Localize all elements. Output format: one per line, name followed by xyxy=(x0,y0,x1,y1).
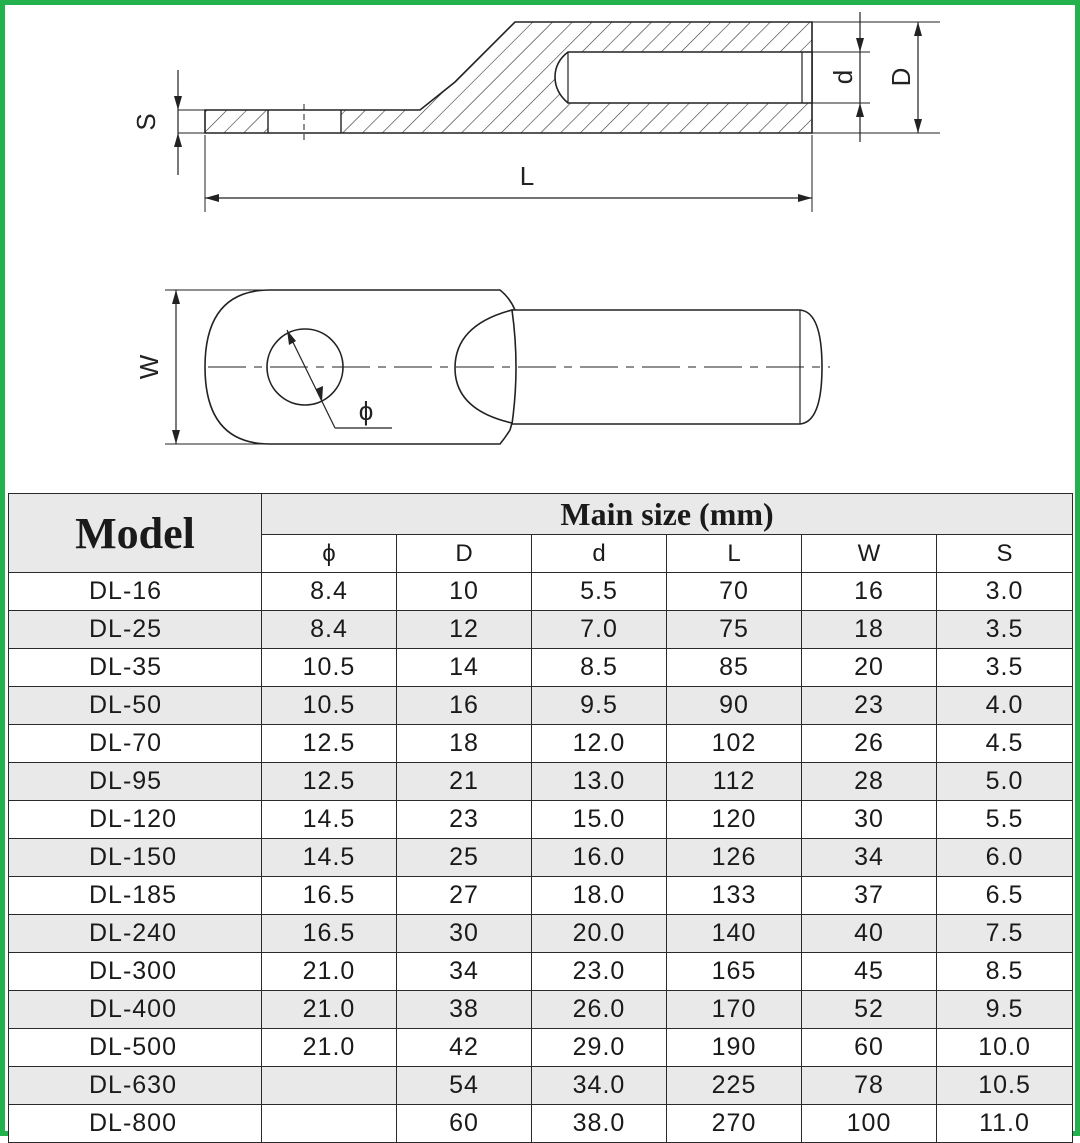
value-cell-W: 16 xyxy=(802,573,937,611)
value-cell-d: 8.5 xyxy=(532,649,667,687)
model-cell: DL-16 xyxy=(9,573,262,611)
value-cell-D: 12 xyxy=(397,611,532,649)
size-table xyxy=(8,493,1073,1143)
label-l: L xyxy=(519,161,535,191)
value-cell-S: 9.5 xyxy=(937,991,1073,1029)
value-cell-W: 34 xyxy=(802,839,937,877)
value-cell-d: 26.0 xyxy=(532,991,667,1029)
value-cell-phi xyxy=(262,1067,397,1105)
value-cell-W: 78 xyxy=(802,1067,937,1105)
table-row xyxy=(9,573,1073,611)
cable-bore xyxy=(555,52,812,103)
table-row xyxy=(9,611,1073,649)
model-cell: DL-500 xyxy=(9,1029,262,1067)
main-size-header: Main size (mm) xyxy=(262,494,1073,535)
value-cell-W: 45 xyxy=(802,953,937,991)
table-row xyxy=(9,839,1073,877)
value-cell-L: 120 xyxy=(667,801,802,839)
value-cell-phi: 8.4 xyxy=(262,611,397,649)
model-cell: DL-150 xyxy=(9,839,262,877)
column-header-S: S xyxy=(937,535,1073,573)
table-row xyxy=(9,763,1073,801)
value-cell-D: 34 xyxy=(397,953,532,991)
label-d-inner: d xyxy=(828,69,858,85)
value-cell-L: 190 xyxy=(667,1029,802,1067)
value-cell-S: 3.5 xyxy=(937,649,1073,687)
value-cell-d: 23.0 xyxy=(532,953,667,991)
value-cell-S: 7.5 xyxy=(937,915,1073,953)
value-cell-D: 14 xyxy=(397,649,532,687)
value-cell-D: 60 xyxy=(397,1105,532,1143)
value-cell-L: 126 xyxy=(667,839,802,877)
column-header-L: L xyxy=(667,535,802,573)
value-cell-S: 10.0 xyxy=(937,1029,1073,1067)
model-cell: DL-120 xyxy=(9,801,262,839)
bolt-hole-gap xyxy=(268,109,341,134)
value-cell-L: 102 xyxy=(667,725,802,763)
value-cell-S: 6.5 xyxy=(937,877,1073,915)
value-cell-L: 75 xyxy=(667,611,802,649)
value-cell-phi: 8.4 xyxy=(262,573,397,611)
table-row xyxy=(9,991,1073,1029)
value-cell-D: 16 xyxy=(397,687,532,725)
value-cell-phi: 21.0 xyxy=(262,1029,397,1067)
table-header-row xyxy=(9,494,1073,535)
value-cell-D: 25 xyxy=(397,839,532,877)
dimension-l xyxy=(205,135,812,212)
value-cell-phi xyxy=(262,1105,397,1143)
value-cell-d: 34.0 xyxy=(532,1067,667,1105)
table-row xyxy=(9,1105,1073,1143)
value-cell-phi: 21.0 xyxy=(262,991,397,1029)
top-view xyxy=(134,290,830,444)
model-cell: DL-630 xyxy=(9,1067,262,1105)
value-cell-W: 40 xyxy=(802,915,937,953)
value-cell-W: 100 xyxy=(802,1105,937,1143)
table-body xyxy=(9,573,1073,1143)
value-cell-D: 18 xyxy=(397,725,532,763)
model-cell: DL-300 xyxy=(9,953,262,991)
value-cell-S: 4.5 xyxy=(937,725,1073,763)
value-cell-D: 54 xyxy=(397,1067,532,1105)
value-cell-D: 27 xyxy=(397,877,532,915)
value-cell-d: 9.5 xyxy=(532,687,667,725)
side-view xyxy=(131,12,940,212)
value-cell-phi: 14.5 xyxy=(262,839,397,877)
label-s: S xyxy=(131,113,161,131)
value-cell-S: 3.5 xyxy=(937,611,1073,649)
value-cell-d: 12.0 xyxy=(532,725,667,763)
model-cell: DL-400 xyxy=(9,991,262,1029)
model-cell: DL-185 xyxy=(9,877,262,915)
value-cell-S: 4.0 xyxy=(937,687,1073,725)
value-cell-d: 29.0 xyxy=(532,1029,667,1067)
value-cell-phi: 16.5 xyxy=(262,877,397,915)
label-phi: ϕ xyxy=(358,396,374,426)
value-cell-S: 6.0 xyxy=(937,839,1073,877)
value-cell-L: 133 xyxy=(667,877,802,915)
value-cell-W: 26 xyxy=(802,725,937,763)
table-row xyxy=(9,725,1073,763)
value-cell-L: 112 xyxy=(667,763,802,801)
value-cell-L: 270 xyxy=(667,1105,802,1143)
value-cell-L: 140 xyxy=(667,915,802,953)
value-cell-L: 170 xyxy=(667,991,802,1029)
value-cell-S: 5.5 xyxy=(937,801,1073,839)
table-row xyxy=(9,1029,1073,1067)
model-cell: DL-35 xyxy=(9,649,262,687)
table-row xyxy=(9,801,1073,839)
value-cell-phi: 12.5 xyxy=(262,763,397,801)
table-row xyxy=(9,649,1073,687)
column-header-d: d xyxy=(532,535,667,573)
value-cell-S: 3.0 xyxy=(937,573,1073,611)
value-cell-S: 10.5 xyxy=(937,1067,1073,1105)
value-cell-L: 90 xyxy=(667,687,802,725)
value-cell-d: 18.0 xyxy=(532,877,667,915)
value-cell-phi: 12.5 xyxy=(262,725,397,763)
model-cell: DL-70 xyxy=(9,725,262,763)
value-cell-D: 23 xyxy=(397,801,532,839)
value-cell-D: 10 xyxy=(397,573,532,611)
value-cell-d: 15.0 xyxy=(532,801,667,839)
value-cell-W: 60 xyxy=(802,1029,937,1067)
column-header-phi: ϕ xyxy=(262,535,397,573)
value-cell-d: 38.0 xyxy=(532,1105,667,1143)
model-cell: DL-50 xyxy=(9,687,262,725)
value-cell-L: 225 xyxy=(667,1067,802,1105)
value-cell-S: 11.0 xyxy=(937,1105,1073,1143)
value-cell-D: 30 xyxy=(397,915,532,953)
value-cell-phi: 21.0 xyxy=(262,953,397,991)
value-cell-D: 42 xyxy=(397,1029,532,1067)
model-cell: DL-240 xyxy=(9,915,262,953)
model-header: Model xyxy=(9,494,262,573)
value-cell-W: 28 xyxy=(802,763,937,801)
value-cell-phi: 10.5 xyxy=(262,687,397,725)
value-cell-d: 5.5 xyxy=(532,573,667,611)
table-row xyxy=(9,877,1073,915)
value-cell-phi: 14.5 xyxy=(262,801,397,839)
dimension-s xyxy=(131,70,205,175)
column-header-W: W xyxy=(802,535,937,573)
value-cell-d: 13.0 xyxy=(532,763,667,801)
value-cell-W: 23 xyxy=(802,687,937,725)
value-cell-S: 8.5 xyxy=(937,953,1073,991)
value-cell-d: 20.0 xyxy=(532,915,667,953)
dimension-d-inner xyxy=(812,12,870,142)
value-cell-W: 20 xyxy=(802,649,937,687)
model-cell: DL-800 xyxy=(9,1105,262,1143)
table-row xyxy=(9,953,1073,991)
value-cell-W: 37 xyxy=(802,877,937,915)
column-header-D: D xyxy=(397,535,532,573)
table-row xyxy=(9,915,1073,953)
table-row xyxy=(9,687,1073,725)
value-cell-S: 5.0 xyxy=(937,763,1073,801)
model-cell: DL-25 xyxy=(9,611,262,649)
label-w: W xyxy=(134,354,164,380)
table-row xyxy=(9,1067,1073,1105)
value-cell-L: 85 xyxy=(667,649,802,687)
cable-lug-drawing xyxy=(0,0,1080,490)
value-cell-d: 16.0 xyxy=(532,839,667,877)
value-cell-d: 7.0 xyxy=(532,611,667,649)
value-cell-phi: 16.5 xyxy=(262,915,397,953)
value-cell-W: 18 xyxy=(802,611,937,649)
value-cell-L: 165 xyxy=(667,953,802,991)
label-d-outer: D xyxy=(886,67,916,87)
value-cell-L: 70 xyxy=(667,573,802,611)
value-cell-D: 21 xyxy=(397,763,532,801)
value-cell-phi: 10.5 xyxy=(262,649,397,687)
model-cell: DL-95 xyxy=(9,763,262,801)
value-cell-W: 52 xyxy=(802,991,937,1029)
value-cell-W: 30 xyxy=(802,801,937,839)
value-cell-D: 38 xyxy=(397,991,532,1029)
